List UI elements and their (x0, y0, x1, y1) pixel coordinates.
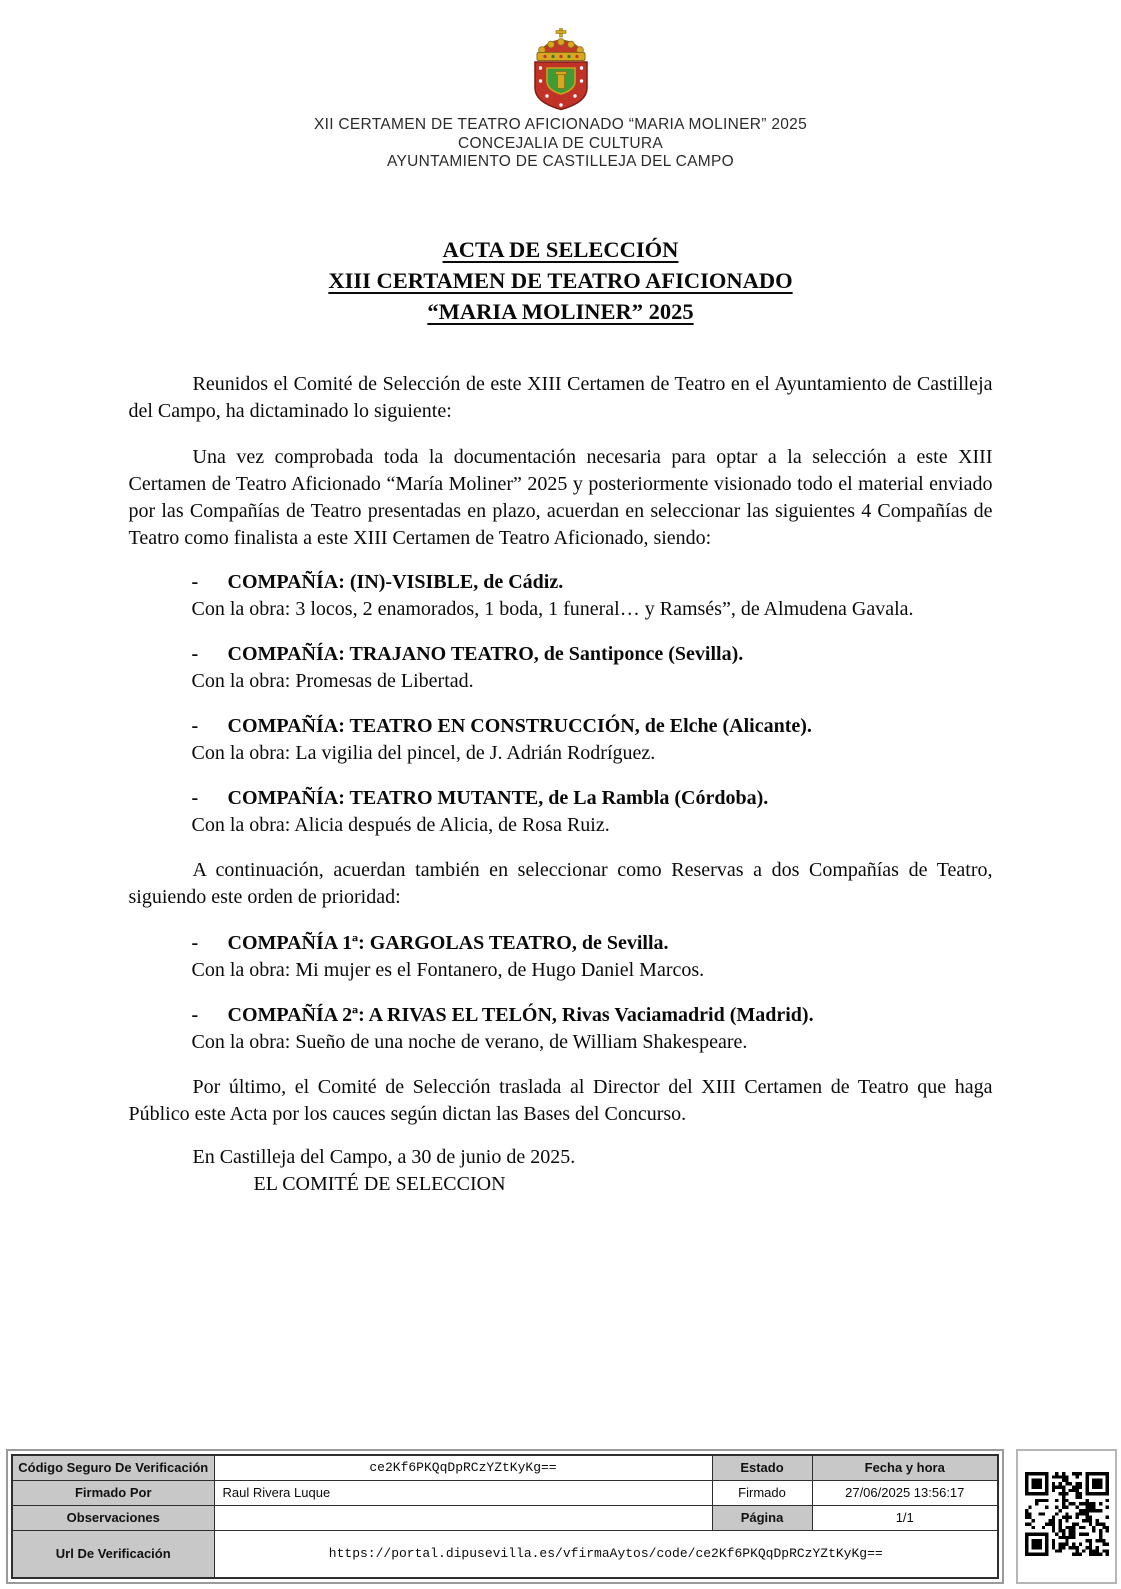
finalist-work: Con la obra: Promesas de Libertad. (191, 669, 474, 692)
qr-code-icon (1025, 1472, 1109, 1561)
finalist-name: COMPAÑÍA: TRAJANO TEATRO, de Santiponce (Sevilla). (227, 642, 744, 665)
list-dash: - (191, 642, 199, 665)
pagina-value: 1/1 (812, 1505, 998, 1530)
intro-paragraph-2: Una vez comprobada toda la documentación necesaria para optar a la selección a este XIII Certamen de Teatro Aficionado “María Moliner” 2025 y posteriormente visionado todo el material enviado por las Compañías de Teatro presentadas en plazo, acuerdan en seleccionar las siguientes 4 Compañías de Teatro como finalista a este XIII Certamen de Teatro Aficionado, siendo: (128, 445, 993, 549)
reserve-item (192, 1002, 993, 1056)
finalist-name: COMPAÑÍA: TEATRO EN CONSTRUCCIÓN, de Elche (Alicante). (227, 714, 812, 737)
estado-value: Firmado (712, 1480, 812, 1505)
org-header-line3: AYUNTAMIENTO DE CASTILLEJA DEL CAMPO (387, 153, 734, 170)
verification-table-frame (6, 1449, 1004, 1584)
firmado-por-value: Raul Rivera Luque (214, 1480, 712, 1505)
reserve-work: Con la obra: Mi mujer es el Fontanero, de Hugo Daniel Marcos. (191, 958, 705, 981)
list-dash: - (191, 1003, 199, 1026)
list-dash: - (191, 786, 199, 809)
qr-frame (1016, 1449, 1117, 1584)
reserve-work: Con la obra: Sueño de una noche de verano, de William Shakespeare. (191, 1030, 748, 1053)
reserve-name: COMPAÑÍA 2ª: A RIVAS EL TELÓN, Rivas Vaciamadrid (Madrid). (227, 1003, 814, 1026)
org-header-line2: CONCEJALIA DE CULTURA (458, 134, 663, 152)
reserve-item (192, 930, 993, 984)
fecha-value: 27/06/2025 13:56:17 (812, 1480, 998, 1505)
url-label: Url De Verificación (12, 1530, 214, 1578)
place-date-line: En Castilleja del Campo, a 30 de junio de 2025. (192, 1145, 576, 1168)
finalist-work: Con la obra: La vigilia del pincel, de J. Adrián Rodríguez. (191, 741, 656, 764)
title-line1: ACTA DE SELECCIÓN (442, 236, 679, 262)
list-dash: - (191, 931, 199, 954)
finalist-name: COMPAÑÍA: TEATRO MUTANTE, de La Rambla (Córdoba). (227, 786, 769, 809)
reserve-name: COMPAÑÍA 1ª: GARGOLAS TEATRO, de Sevilla. (227, 931, 669, 954)
finalist-item (192, 569, 993, 623)
reserves-intro-paragraph: A continuación, acuerdan también en seleccionar como Reservas a dos Compañías de Teatro, siguiendo este orden de prioridad: (128, 858, 993, 908)
firmado-por-label: Firmado Por (12, 1480, 214, 1505)
url-value: https://portal.dipusevilla.es/vfirmaAytos/code/ce2Kf6PKQqDpRCzYZtKyKg== (214, 1530, 998, 1578)
csv-label: Código Seguro De Verificación (12, 1455, 214, 1480)
pagina-label: Página (712, 1505, 812, 1530)
finalist-item (192, 641, 993, 695)
finalist-work: Con la obra: Alicia después de Alicia, de Rosa Ruiz. (191, 813, 610, 836)
committee-line: EL COMITÉ DE SELECCION (253, 1172, 506, 1195)
finalist-item (192, 785, 993, 839)
csv-value: ce2Kf6PKQqDpRCzYZtKyKg== (214, 1455, 712, 1480)
org-header (0, 116, 1121, 172)
intro-paragraph-1: Reunidos el Comité de Selección de este XIII Certamen de Teatro en el Ayuntamiento de Castilleja del Campo, ha dictaminado lo siguiente: (128, 372, 993, 422)
finalist-item (192, 713, 993, 767)
document-title (0, 234, 1121, 327)
signature-footer (6, 1449, 1115, 1584)
document-body (129, 371, 993, 1198)
observaciones-value (214, 1505, 712, 1530)
coat-of-arms-icon (0, 0, 1121, 112)
title-line2: XIII CERTAMEN DE TEATRO AFICIONADO (328, 267, 793, 293)
org-header-line1: XII CERTAMEN DE TEATRO AFICIONADO “MARIA MOLINER” 2025 (313, 116, 808, 133)
estado-header: Estado (712, 1455, 812, 1480)
finalist-work: Con la obra: 3 locos, 2 enamorados, 1 boda, 1 funeral… y Ramsés”, de Almudena Gavala. (191, 597, 914, 620)
finalist-name: COMPAÑÍA: (IN)-VISIBLE, de Cádiz. (227, 570, 564, 593)
verification-table (11, 1454, 999, 1579)
closing-paragraph: Por último, el Comité de Selección traslada al Director del XIII Certamen de Teatro que haga Público este Acta por los cauces según dictan las Bases del Concurso. (128, 1075, 993, 1125)
fecha-header: Fecha y hora (812, 1455, 998, 1480)
observaciones-label: Observaciones (12, 1505, 214, 1530)
title-line3: “MARIA MOLINER” 2025 (427, 298, 694, 324)
list-dash: - (191, 570, 199, 593)
list-dash: - (191, 714, 199, 737)
